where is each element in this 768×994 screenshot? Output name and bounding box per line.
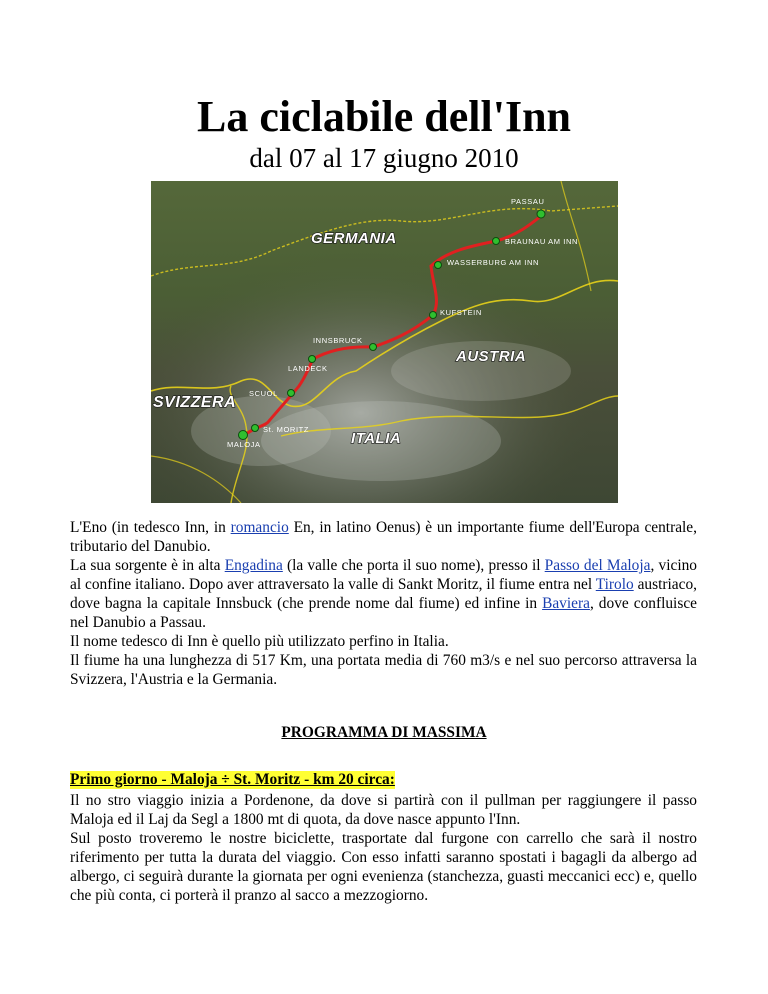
intro-text: (la valle che porta il suo nome), presso il: [282, 557, 545, 574]
link-engadina[interactable]: Engadina: [224, 557, 283, 574]
country-label-svizzera: SVIZZERA: [153, 394, 237, 411]
day1-paragraph-1: Il no stro viaggio inizia a Pordenone, da dove si partirà con il pullman per raggiungere il passo Maloja ed il Laj da Segl a 1800 mt di quota, da dove nasce appunto l'Inn.: [70, 792, 697, 828]
intro-text: , vicino al confine italiano. Dopo aver attraversato la valle di Sankt Moritz, il fiume entra nel: [70, 557, 697, 593]
place-label-landeck: LANDECK: [288, 364, 328, 373]
intro-text: , dove confluisce nel Danubio a Passau.: [70, 595, 697, 631]
day1-paragraph-2: Sul posto troveremo le nostre biciclette, trasportate dal furgone con carrello che sarà il nostro riferimento per tutta la durata del viaggio. Con esso infatti saranno spostati i bagagli da albergo ad albergo, ci seguirà durante la giornata per ogni evenienza (stanchezza, guasti meccanici ecc) e, quello che più conta, ci porterà il pranzo al sacco a mezzogiorno.: [70, 830, 697, 904]
place-label-passau: PASSAU: [511, 197, 545, 206]
marker-st-moritz: [252, 425, 259, 432]
link-passo-del-maloja[interactable]: Passo del Maloja: [544, 557, 651, 574]
intro-text: L'Eno (in tedesco Inn, in: [70, 519, 231, 536]
page-title: La ciclabile dell'Inn: [196, 92, 572, 141]
country-label-austria: AUSTRIA: [456, 348, 527, 365]
intro-text: austriaco, dove bagna la capitale Innsbuck (che prende nome dal fiume) ed infine in: [70, 576, 697, 612]
marker-landeck: [309, 356, 316, 363]
country-label-italia: ITALIA: [351, 430, 402, 447]
intro-paragraph-4: Il fiume ha una lunghezza di 517 Km, una portata media di 760 m3/s e nel suo percorso attraversa la Svizzera, l'Austria e la Germania.: [70, 652, 697, 688]
place-label-innsbruck: INNSBRUCK: [313, 336, 363, 345]
intro-text: En, in latino Oenus) è un importante fiume dell'Europa centrale, tributario del Danubio.: [70, 519, 697, 555]
place-label-maloja: MALOJA: [227, 440, 261, 449]
marker-innsbruck: [370, 344, 377, 351]
route-map-image: [151, 181, 618, 503]
place-label-kufstein: KUFSTEIN: [440, 308, 482, 317]
place-label-braunau: BRAUNAU AM INN: [505, 237, 578, 246]
marker-passau: [537, 210, 545, 218]
day1-title: Primo giorno - Maloja ÷ St. Moritz - km 20 circa:: [70, 771, 395, 788]
link-baviera[interactable]: Baviera: [542, 595, 590, 612]
program-heading: PROGRAMMA DI MASSIMA: [281, 724, 487, 741]
day1-section: [70, 791, 697, 905]
intro-section: [70, 518, 697, 689]
marker-maloja: [239, 431, 248, 440]
intro-text: La sua sorgente è in alta: [70, 557, 225, 574]
marker-braunau: [493, 238, 500, 245]
intro-paragraph-1: [70, 518, 697, 556]
country-label-germania: GERMANIA: [311, 230, 397, 247]
intro-paragraph-2: [70, 556, 697, 632]
marker-wasserburg: [435, 262, 442, 269]
place-label-st-moritz: St. MORITZ: [263, 425, 309, 434]
marker-kufstein: [430, 312, 437, 319]
link-romancio[interactable]: romancio: [230, 519, 289, 536]
marker-scuol: [288, 390, 295, 397]
link-tirolo[interactable]: Tirolo: [595, 576, 634, 593]
page-subtitle: dal 07 al 17 giugno 2010: [249, 143, 519, 173]
place-label-scuol: SCUOL: [249, 389, 278, 398]
place-label-wasserburg: WASSERBURG AM INN: [447, 258, 540, 267]
intro-paragraph-3: Il nome tedesco di Inn è quello più utilizzato perfino in Italia.: [70, 633, 449, 650]
